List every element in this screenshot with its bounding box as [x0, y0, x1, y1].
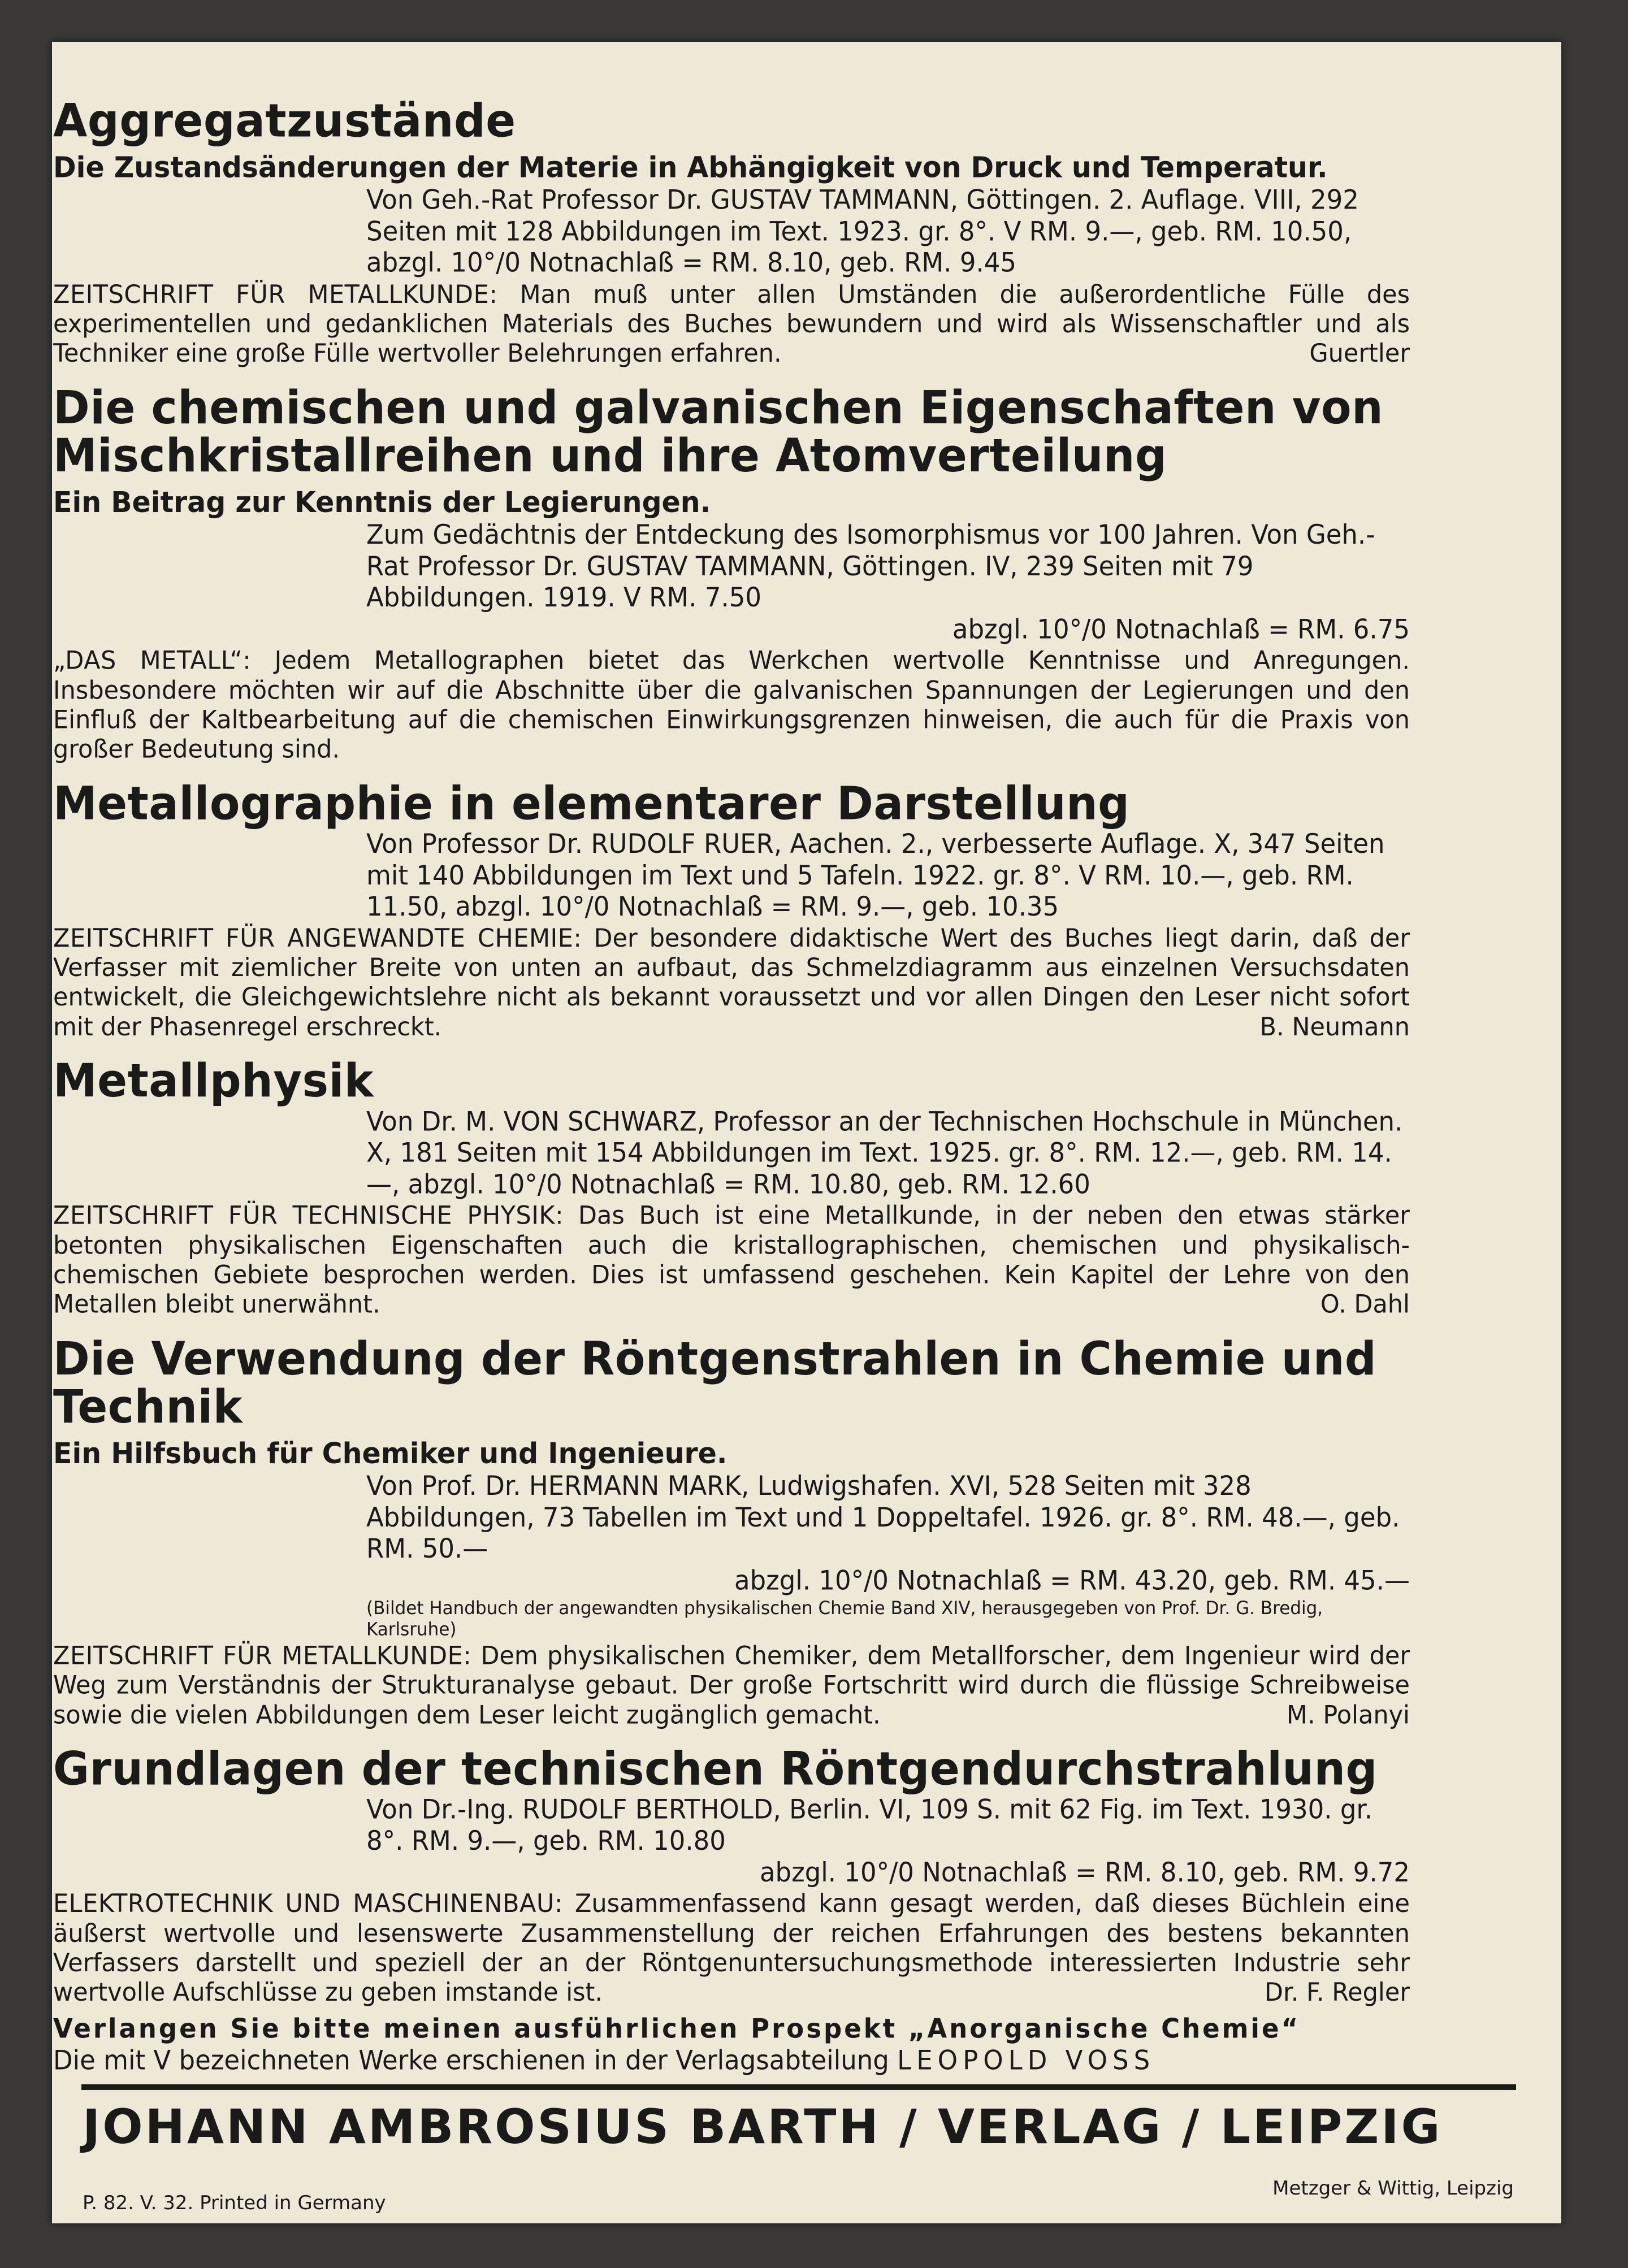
review-text: Man muß unter allen Umständen die außerordentliche Fülle des experimentellen und gedanklichen Materials des Buches bewundern und wird als Wissenschaftler und als Techniker eine große Fülle wertvoller Belehrungen erfahren.: [53, 279, 1410, 368]
book-title: Die chemischen und galvanischen Eigenschaften von Mischkristallreihen und ihre Atomverteilung: [53, 381, 1384, 483]
review-author: M. Polanyi: [1286, 1700, 1410, 1730]
book-title: Metallphysik: [53, 1055, 374, 1108]
book-entry: [53, 1742, 1410, 2007]
book-subtitle: Die Zustandsänderungen der Materie in Abhängigkeit von Druck und Temperatur.: [53, 150, 1328, 184]
book-review: [53, 1889, 1410, 2007]
voss-notice: [53, 2045, 1410, 2076]
review-source: „DAS METALL“:: [53, 646, 252, 676]
prospect-request: Verlangen Sie bitte meinen ausführlichen Prospekt „Anorganische Chemie“: [53, 2013, 1301, 2045]
book-bibliographic-details: Von Professor Dr. RUDOLF RUER, Aachen. 2., verbesserte Auflage. X, 347 Seiten mit 140 Abbildungen im Text und 5 Tafeln. 1922. gr. 8°. V RM. 10.—, geb. RM. 11.50, abzgl. 10°/0 Notnachlaß = RM. 9.—, geb. 10.35: [366, 828, 1385, 922]
book-entry: [53, 94, 1410, 368]
review-text: Der besondere didaktische Wert des Buches liegt darin, daß der Verfasser mit ziemlicher Breite von unten an aufbaut, das Schmelzdiagramm aus einzelnen Versuchsdaten entwickelt, die Gleichgewichtslehre nicht als bekannt voraussetzt und vor allen Dingen den Leser nicht sofort mit der Phasenregel erschreckt.: [53, 923, 1410, 1042]
book-bibliographic-details: Zum Gedächtnis der Entdeckung des Isomorphismus vor 100 Jahren. Von Geh.-Rat Professor Dr. GUSTAV TAMMANN, Göttingen. IV, 239 Seiten mit 79 Abbildungen. 1919. V RM. 7.50: [366, 519, 1375, 613]
book-entry: [53, 381, 1410, 765]
document-page: [52, 42, 1561, 2223]
review-text: Jedem Metallographen bietet das Werkchen wertvolle Kenntnisse und Anregungen. Insbesondere möchten wir auf die Abschnitte über die galvanischen Spannungen der Legierungen und den Einfluß der Kaltbearbeitung auf die chemischen Einwirkungsgrenzen hinweisen, die auch für die Praxis von großer Bedeutung sind.: [53, 646, 1410, 765]
book-title: Die Verwendung der Röntgenstrahlen in Chemie und Technik: [53, 1332, 1377, 1434]
book-review: [53, 646, 1410, 764]
book-title: Metallographie in elementarer Darstellung: [53, 777, 1130, 830]
book-price-discount: abzgl. 10°/0 Notnachlaß = RM. 43.20, geb. RM. 45.—: [734, 1564, 1410, 1596]
book-bibliographic-details: Von Dr. M. VON SCHWARZ, Professor an der Technischen Hochschule in München. X, 181 Seiten mit 154 Abbildungen im Text. 1925. gr. 8°. RM. 12.—, geb. RM. 14.—, abzgl. 10°/0 Notnachlaß = RM. 10.80, geb. RM. 12.60: [366, 1105, 1403, 1200]
review-source: ZEITSCHRIFT FÜR TECHNISCHE PHYSIK:: [53, 1201, 564, 1231]
review-author: O. Dahl: [1320, 1290, 1410, 1320]
catalog-content: [53, 94, 1410, 2077]
book-entry: [53, 1057, 1410, 1320]
review-source: ZEITSCHRIFT FÜR METALLKUNDE:: [53, 1641, 472, 1671]
review-source: ELEKTROTECHNIK UND MASCHINENBAU:: [53, 1889, 563, 1919]
book-review: [53, 1641, 1410, 1730]
divider-rule: [81, 2084, 1516, 2090]
review-text: Dem physikalischen Chemiker, dem Metallforscher, dem Ingenieur wird der Weg zum Verständnis der Strukturanalyse gebaut. Der große Fortschritt wird durch die flüssige Schreibweise sowie die vielen Abbildungen dem Leser leicht zugänglich gemacht.: [53, 1641, 1410, 1730]
book-entry: [53, 1332, 1410, 1730]
review-source: ZEITSCHRIFT FÜR METALLKUNDE:: [53, 279, 498, 309]
book-subtitle: Ein Beitrag zur Kenntnis der Legierungen.: [53, 485, 711, 519]
series-note: (Bildet Handbuch der angewandten physikalischen Chemie Band XIV, herausgegeben von Prof. Dr. G. Bredig, Karlsruhe): [366, 1598, 1323, 1640]
book-review: [53, 280, 1410, 368]
review-text: Zusammenfassend kann gesagt werden, daß dieses Büchlein eine äußerst wertvolle und lesenswerte Zusammenstellung der reichen Erfahrungen des bestens bekannten Verfassers darstellt und speziell der an der Röntgenuntersuchungsmethode interessierten Industrie sehr wertvolle Aufschlüsse zu geben imstande ist.: [53, 1889, 1410, 2007]
review-author: Guertler: [1309, 339, 1410, 368]
review-author: Dr. F. Regler: [1264, 1978, 1410, 2007]
book-bibliographic-details: Von Prof. Dr. HERMANN MARK, Ludwigshafen. XVI, 528 Seiten mit 328 Abbildungen, 73 Tabellen im Text und 1 Doppeltafel. 1926. gr. 8°. RM. 48.—, geb. RM. 50.—: [366, 1470, 1400, 1564]
book-price-discount: abzgl. 10°/0 Notnachlaß = RM. 6.75: [952, 613, 1410, 645]
review-source: ZEITSCHRIFT FÜR ANGEWANDTE CHEMIE:: [53, 923, 582, 953]
print-code: P. 82. V. 32. Printed in Germany: [83, 2192, 386, 2214]
book-entry: [53, 779, 1410, 1042]
printer-credit: Metzger & Wittig, Leipzig: [1272, 2177, 1514, 2200]
publisher-imprint: JOHANN AMBROSIUS BARTH / VERLAG / LEIPZIG: [83, 2099, 1443, 2154]
book-bibliographic-details: Von Dr.-Ing. RUDOLF BERTHOLD, Berlin. VI, 109 S. mit 62 Fig. im Text. 1930. gr. 8°. RM. 9.—, geb. RM. 10.80: [366, 1793, 1373, 1857]
review-author: B. Neumann: [1259, 1012, 1410, 1042]
voss-note-text: Die mit V bezeichneten Werke erschienen in der Verlagsabteilung: [53, 2045, 889, 2076]
book-subtitle: Ein Hilfsbuch für Chemiker und Ingenieure.: [53, 1436, 728, 1471]
book-review: [53, 1202, 1410, 1320]
book-review: [53, 923, 1410, 1042]
review-text: Das Buch ist eine Metallkunde, in der neben den etwas stärker betonten physikalischen Eigenschaften auch die kristallographischen, chemischen und physikalisch-chemischen Gebiete besprochen werden. Dies ist umfassend geschehen. Kein Kapitel der Lehre von den Metallen bleibt unerwähnt.: [53, 1201, 1410, 1320]
book-price-discount: abzgl. 10°/0 Notnachlaß = RM. 8.10, geb. RM. 9.72: [759, 1856, 1410, 1888]
book-title: Aggregatzustände: [53, 94, 516, 148]
voss-publisher-name: LEOPOLD VOSS: [897, 2045, 1155, 2076]
book-bibliographic-details: Von Geh.-Rat Professor Dr. GUSTAV TAMMANN, Göttingen. 2. Auflage. VIII, 292 Seiten mit 128 Abbildungen im Text. 1923. gr. 8°. V RM. 9.—, geb. RM. 10.50, abzgl. 10°/0 Notnachlaß = RM. 8.10, geb. RM. 9.45: [366, 184, 1359, 279]
book-title: Grundlagen der technischen Röntgendurchstrahlung: [53, 1742, 1378, 1796]
